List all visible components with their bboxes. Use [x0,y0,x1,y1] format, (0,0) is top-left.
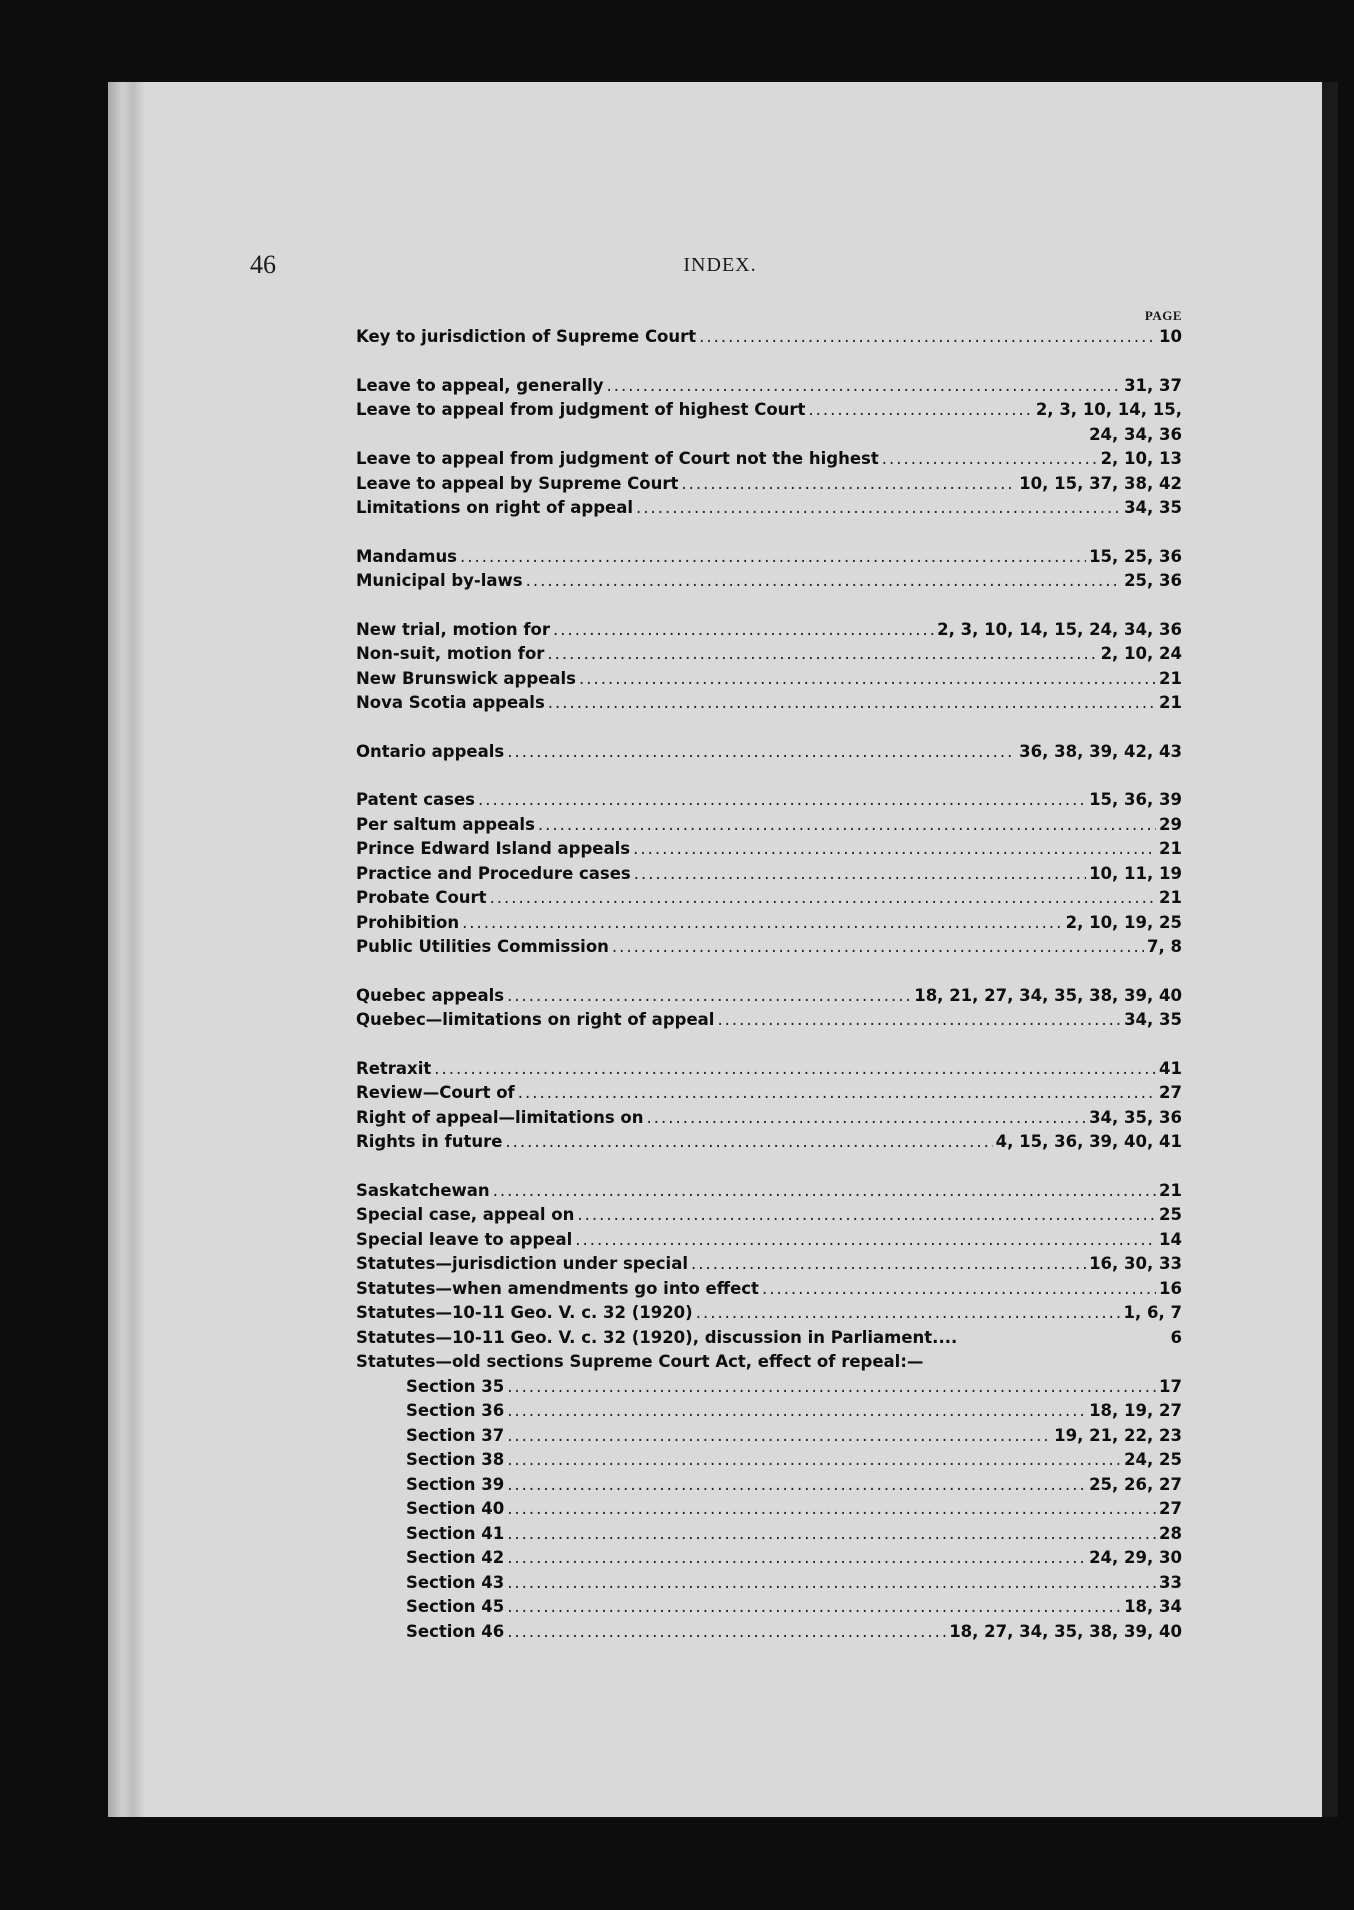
index-term: Nova Scotia appeals [356,693,545,712]
index-entry [356,1130,1182,1155]
dot-leader [636,496,1121,521]
index-entry [356,1203,1182,1228]
index-page-refs: 21 [1159,839,1182,858]
dot-leader [538,813,1156,838]
index-entry [356,496,1182,521]
index-term: Municipal by-laws [356,571,523,590]
index-page-refs: 2, 10, 24 [1100,644,1182,663]
index-term: New Brunswick appeals [356,668,576,688]
dot-leader [548,691,1156,716]
index-page-refs: 21 [1159,1180,1182,1200]
index-page-refs: 1, 6, 7 [1123,1303,1182,1322]
index-subentry [356,1424,1182,1449]
index-entry [356,691,1182,716]
index-entry [356,788,1182,813]
index-entry [356,1179,1182,1204]
index-entry [356,1106,1182,1131]
index-term: Review—Court of [356,1083,515,1102]
index-term: Rights in future [356,1132,503,1151]
dot-leader [507,1424,1051,1449]
index-term: Quebec—limitations on right of appeal [356,1010,715,1029]
index-page-refs: 31, 37 [1124,375,1182,395]
dot-leader [717,1008,1121,1033]
index-page-refs: 34, 35 [1124,1010,1182,1029]
index-term: Probate Court [356,888,487,907]
index-page-refs: 6 [1170,1327,1182,1347]
index-term: Ontario appeals [356,741,505,761]
index-term: Section 35 [406,1376,505,1396]
index-page-refs: 27 [1159,1499,1182,1518]
index-term: Retraxit [356,1058,432,1078]
dot-leader [699,325,1156,350]
dot-leader [507,1448,1121,1473]
dot-leader [634,862,1086,887]
dot-leader [507,1399,1086,1424]
dot-leader [547,642,1097,667]
page-number: 46 [250,250,276,279]
index-term: Special case, appeal on [356,1205,575,1224]
index-subentry [356,1546,1182,1571]
dot-leader [462,911,1063,936]
dot-leader [507,1571,1156,1596]
index-page-refs: 34, 35 [1124,498,1182,517]
index-entry [356,472,1182,497]
page-column-head: PAGE [1144,308,1182,323]
index-entry [356,1057,1182,1082]
dot-leader [691,1252,1086,1277]
dot-leader [507,1473,1086,1498]
index-term: Section 40 [406,1499,505,1518]
dot-leader [434,1057,1156,1082]
dot-leader [507,1546,1086,1571]
index-page-refs: 24, 29, 30 [1089,1548,1182,1567]
dot-leader [612,935,1144,960]
index-page-refs: 2, 3, 10, 14, 15, [1035,400,1182,419]
dot-leader [490,886,1156,911]
index-page-refs: 15, 25, 36 [1089,546,1182,566]
index-term: Statutes—jurisdiction under special [356,1254,688,1273]
index-entry [356,935,1182,960]
index-entry [356,1326,1182,1351]
index-term: Section 43 [406,1572,505,1592]
index-page-refs: 24, 34, 36 [1089,424,1182,444]
index-subentry [356,1448,1182,1473]
index-term: Leave to appeal, generally [356,375,604,395]
index-entry [356,545,1182,570]
index-page-refs: 36, 38, 39, 42, 43 [1019,741,1182,761]
index-subentry [356,1522,1182,1547]
index-page-refs: 14 [1159,1229,1182,1249]
index-page-refs: 16, 30, 33 [1089,1254,1182,1273]
index-entry [356,1301,1182,1326]
dot-leader [808,398,1032,423]
index-page-refs: 21 [1159,693,1182,712]
index-entry [356,1228,1182,1253]
index-subentry [356,1399,1182,1424]
index-entry [356,447,1182,472]
dot-leader [505,1130,992,1155]
index-term: Leave to appeal from judgment of Court not the highest [356,449,879,468]
index-page-refs: 19, 21, 22, 23 [1054,1425,1182,1445]
page-header [250,250,1190,284]
index-page-refs: 2, 10, 19, 25 [1065,912,1182,932]
index-entry [356,1008,1182,1033]
dot-leader [507,1620,946,1645]
dot-leader [553,618,934,643]
index-term: Prince Edward Island appeals [356,839,631,858]
index-page-refs: 7, 8 [1147,937,1182,956]
index-page-refs: 24, 25 [1124,1450,1182,1469]
index-term: Statutes—old sections Supreme Court Act, effect of repeal:— [356,1352,924,1371]
index-entry [356,569,1182,594]
index-entry [356,618,1182,643]
dot-leader [507,984,911,1009]
index-page-refs: 17 [1159,1376,1182,1396]
index-term: Patent cases [356,790,475,809]
index-term: Leave to appeal by Supreme Court [356,473,679,493]
index-term: Special leave to appeal [356,1229,573,1249]
index-term: Non-suit, motion for [356,644,545,663]
index-term: Statutes—when amendments go into effect [356,1278,759,1298]
index-page-refs: 2, 10, 13 [1100,449,1182,468]
index-entry [356,398,1182,423]
index-page-refs: 18, 27, 34, 35, 38, 39, 40 [949,1621,1182,1641]
index-page-refs: 21 [1159,888,1182,907]
index-page-refs: 15, 36, 39 [1089,790,1182,809]
index-entry-continuation [356,423,1182,448]
index-term: Section 38 [406,1450,505,1469]
dot-leader [460,545,1086,570]
dot-leader [647,1106,1087,1131]
index-page-refs: 4, 15, 36, 39, 40, 41 [995,1132,1182,1151]
index-term: Right of appeal—limitations on [356,1107,644,1127]
index-subentry [356,1375,1182,1400]
dot-leader [507,1375,1156,1400]
dot-leader [575,1228,1156,1253]
dot-leader [696,1301,1121,1326]
index-term: Section 45 [406,1597,505,1616]
index-entry [356,813,1182,838]
dot-leader [681,472,1016,497]
dot-leader [762,1277,1156,1302]
index-page-refs: 18, 21, 27, 34, 35, 38, 39, 40 [914,985,1182,1005]
dot-leader [518,1081,1156,1106]
index-entry [356,984,1182,1009]
dot-leader [579,667,1156,692]
index-page-refs: 33 [1159,1572,1182,1592]
index-page-refs: 25, 36 [1124,571,1182,590]
index-page-refs: 28 [1159,1523,1182,1543]
dot-leader [577,1203,1156,1228]
index-entry [356,837,1182,862]
index-page-refs: 27 [1159,1083,1182,1102]
index-page-refs: 18, 19, 27 [1089,1401,1182,1420]
index-entry [356,862,1182,887]
index-page-refs: 25, 26, 27 [1089,1474,1182,1494]
dot-leader [507,1497,1156,1522]
index-entry [356,740,1182,765]
index-term: Section 37 [406,1425,505,1445]
index-entry [356,886,1182,911]
index-page-refs: 10, 11, 19 [1089,863,1182,883]
index-subentry [356,1595,1182,1620]
index-term: Per saltum appeals [356,814,535,834]
running-head: INDEX. [683,254,757,276]
index-page-refs: 18, 34 [1124,1597,1182,1616]
index-entry [356,1252,1182,1277]
dot-leader [507,1522,1156,1547]
index-list [356,325,1182,1644]
index-term: Limitations on right of appeal [356,498,634,517]
index-term: Section 46 [406,1621,505,1641]
binding-edge [108,82,144,1817]
dot-leader [633,837,1156,862]
page-border-rule [1322,82,1338,1817]
index-page-refs: 29 [1159,814,1182,834]
index-subentry [356,1571,1182,1596]
index-term: Leave to appeal from judgment of highest Court [356,400,806,419]
index-entry [356,1277,1182,1302]
index-term: New trial, motion for [356,619,551,639]
dot-leader [493,1179,1156,1204]
index-page-refs: 2, 3, 10, 14, 15, 24, 34, 36 [937,619,1182,639]
index-entry [356,1350,1182,1375]
index-page-refs: 25 [1159,1205,1182,1224]
index-term: Key to jurisdiction of Supreme Court [356,327,697,346]
dot-leader [507,740,1016,765]
index-page-refs: 10 [1159,327,1182,346]
index-term: Practice and Procedure cases [356,863,631,883]
index-page-refs: 16 [1159,1278,1182,1298]
index-entry [356,642,1182,667]
index-term: Section 42 [406,1548,505,1567]
dot-leader [507,1595,1121,1620]
index-entry [356,1081,1182,1106]
index-page-refs: 21 [1159,668,1182,688]
index-entry [356,374,1182,399]
index-page-refs: 10, 15, 37, 38, 42 [1019,473,1182,493]
index-page-refs: 41 [1159,1058,1182,1078]
index-term: Mandamus [356,546,458,566]
index-term: Statutes—10-11 Geo. V. c. 32 (1920) [356,1303,693,1322]
index-page-refs: 34, 35, 36 [1089,1107,1182,1127]
index-entry [356,667,1182,692]
index-term: Prohibition [356,912,460,932]
dot-leader [607,374,1122,399]
index-term: Saskatchewan [356,1180,490,1200]
dot-leader [882,447,1098,472]
dot-leader [526,569,1121,594]
index-subentry [356,1473,1182,1498]
index-term: Public Utilities Commission [356,937,609,956]
index-subentry [356,1620,1182,1645]
index-entry [356,325,1182,350]
index-term: Quebec appeals [356,985,505,1005]
index-term: Section 41 [406,1523,505,1543]
index-entry [356,911,1182,936]
dot-leader [478,788,1086,813]
index-subentry [356,1497,1182,1522]
index-term: Section 39 [406,1474,505,1494]
index-term: Statutes—10-11 Geo. V. c. 32 (1920), discussion in Parliament.... [356,1327,958,1347]
index-term: Section 36 [406,1401,505,1420]
